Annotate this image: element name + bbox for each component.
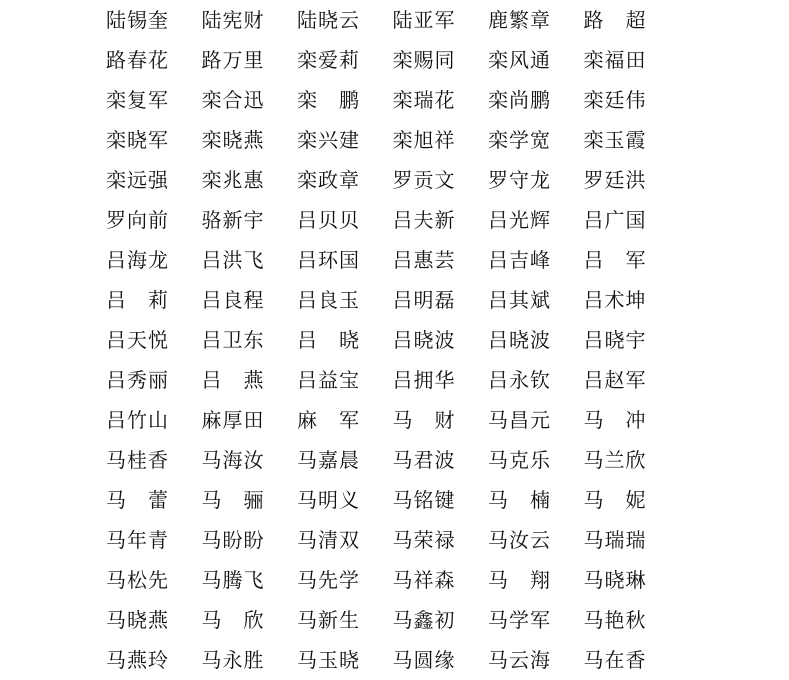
name-entry: 路万里 bbox=[201, 48, 265, 72]
name-entry: 马 财 bbox=[392, 408, 456, 432]
name-entry: 吕永钦 bbox=[488, 368, 551, 392]
name-entry: 栾晓军 bbox=[106, 128, 169, 152]
name-entry: 吕良玉 bbox=[297, 288, 360, 312]
name-entry: 马海汝 bbox=[201, 448, 265, 472]
name-entry: 马新生 bbox=[297, 608, 360, 632]
name-entry: 吕天悦 bbox=[106, 328, 169, 352]
name-entry: 马 骊 bbox=[201, 488, 265, 512]
name-row bbox=[106, 120, 706, 160]
name-entry: 栾风通 bbox=[488, 48, 551, 72]
name-entry: 吕夫新 bbox=[392, 208, 456, 232]
name-entry: 马晓燕 bbox=[106, 608, 169, 632]
name-entry: 吕明磊 bbox=[392, 288, 456, 312]
name-entry: 吕秀丽 bbox=[106, 368, 169, 392]
name-row bbox=[106, 400, 706, 440]
name-entry: 吕其斌 bbox=[488, 288, 551, 312]
name-entry: 鹿繁章 bbox=[488, 8, 551, 32]
name-entry: 马荣禄 bbox=[392, 528, 456, 552]
name-entry: 马盼盼 bbox=[201, 528, 265, 552]
name-entry: 吕贝贝 bbox=[297, 208, 360, 232]
name-entry: 马 蕾 bbox=[106, 488, 169, 512]
name-entry: 吕 军 bbox=[583, 248, 647, 272]
name-entry: 马克乐 bbox=[488, 448, 551, 472]
name-entry: 吕卫东 bbox=[201, 328, 265, 352]
name-entry: 马桂香 bbox=[106, 448, 169, 472]
name-entry: 马松先 bbox=[106, 568, 169, 592]
name-entry: 吕晓宇 bbox=[583, 328, 647, 352]
name-entry: 吕海龙 bbox=[106, 248, 169, 272]
name-entry: 吕广国 bbox=[583, 208, 647, 232]
name-entry: 吕良程 bbox=[201, 288, 265, 312]
name-entry: 马 楠 bbox=[488, 488, 551, 512]
name-entry: 栾玉霞 bbox=[583, 128, 647, 152]
name-entry: 栾旭祥 bbox=[392, 128, 456, 152]
name-entry: 麻厚田 bbox=[201, 408, 265, 432]
name-entry: 吕赵军 bbox=[583, 368, 647, 392]
name-entry: 马永胜 bbox=[201, 648, 265, 672]
name-entry: 吕术坤 bbox=[583, 288, 647, 312]
name-entry: 马先学 bbox=[297, 568, 360, 592]
name-entry: 马 翔 bbox=[488, 568, 551, 592]
name-row bbox=[106, 360, 706, 400]
name-entry: 马 妮 bbox=[583, 488, 647, 512]
name-entry: 马腾飞 bbox=[201, 568, 265, 592]
name-entry: 吕竹山 bbox=[106, 408, 169, 432]
name-entry: 栾福田 bbox=[583, 48, 647, 72]
name-row bbox=[106, 0, 706, 40]
name-entry: 吕惠芸 bbox=[392, 248, 456, 272]
name-entry: 栾复军 bbox=[106, 88, 169, 112]
name-entry: 马清双 bbox=[297, 528, 360, 552]
name-entry: 马兰欣 bbox=[583, 448, 647, 472]
name-entry: 栾瑞花 bbox=[392, 88, 456, 112]
name-entry: 马晓琳 bbox=[583, 568, 647, 592]
name-entry: 马燕玲 bbox=[106, 648, 169, 672]
name-entry: 马嘉晨 bbox=[297, 448, 360, 472]
name-entry: 马玉晓 bbox=[297, 648, 360, 672]
name-entry: 路 超 bbox=[583, 8, 647, 32]
name-list-grid bbox=[106, 0, 706, 680]
name-entry: 马祥森 bbox=[392, 568, 456, 592]
name-entry: 麻 军 bbox=[297, 408, 360, 432]
name-entry: 马年青 bbox=[106, 528, 169, 552]
name-entry: 马 冲 bbox=[583, 408, 647, 432]
name-entry: 吕环国 bbox=[297, 248, 360, 272]
name-entry: 马在香 bbox=[583, 648, 647, 672]
name-entry: 罗廷洪 bbox=[583, 168, 647, 192]
name-entry: 陆锡奎 bbox=[106, 8, 169, 32]
name-entry: 栾晓燕 bbox=[201, 128, 265, 152]
name-entry: 马云海 bbox=[488, 648, 551, 672]
name-entry: 栾爱莉 bbox=[297, 48, 360, 72]
name-entry: 栾兴建 bbox=[297, 128, 360, 152]
name-entry: 罗向前 bbox=[106, 208, 169, 232]
name-entry: 路春花 bbox=[106, 48, 169, 72]
name-row bbox=[106, 320, 706, 360]
name-row bbox=[106, 200, 706, 240]
name-entry: 吕 莉 bbox=[106, 288, 169, 312]
name-entry: 栾远强 bbox=[106, 168, 169, 192]
name-entry: 栾 鹏 bbox=[297, 88, 360, 112]
name-entry: 罗守龙 bbox=[488, 168, 551, 192]
name-row bbox=[106, 520, 706, 560]
name-entry: 栾兆惠 bbox=[201, 168, 265, 192]
name-entry: 栾赐同 bbox=[392, 48, 456, 72]
name-row bbox=[106, 240, 706, 280]
name-row bbox=[106, 640, 706, 680]
name-entry: 栾政章 bbox=[297, 168, 360, 192]
name-entry: 马瑞瑞 bbox=[583, 528, 647, 552]
name-row bbox=[106, 280, 706, 320]
name-row bbox=[106, 40, 706, 80]
name-entry: 马圆缘 bbox=[392, 648, 456, 672]
name-entry: 吕吉峰 bbox=[488, 248, 551, 272]
name-entry: 栾合迅 bbox=[201, 88, 265, 112]
name-entry: 吕晓波 bbox=[392, 328, 456, 352]
name-entry: 陆亚军 bbox=[392, 8, 456, 32]
name-entry: 吕 晓 bbox=[297, 328, 360, 352]
name-entry: 栾学宽 bbox=[488, 128, 551, 152]
name-entry: 罗贡文 bbox=[392, 168, 456, 192]
name-row bbox=[106, 80, 706, 120]
name-row bbox=[106, 560, 706, 600]
name-entry: 吕益宝 bbox=[297, 368, 360, 392]
name-entry: 吕拥华 bbox=[392, 368, 456, 392]
name-row bbox=[106, 600, 706, 640]
name-entry: 陆晓云 bbox=[297, 8, 360, 32]
name-entry: 吕光辉 bbox=[488, 208, 551, 232]
name-entry: 栾尚鹏 bbox=[488, 88, 551, 112]
name-entry: 马艳秋 bbox=[583, 608, 647, 632]
name-row bbox=[106, 440, 706, 480]
name-row bbox=[106, 160, 706, 200]
name-entry: 马明义 bbox=[297, 488, 360, 512]
name-entry: 马学军 bbox=[488, 608, 551, 632]
name-entry: 马昌元 bbox=[488, 408, 551, 432]
name-entry: 吕晓波 bbox=[488, 328, 551, 352]
name-entry: 马汝云 bbox=[488, 528, 551, 552]
name-entry: 栾廷伟 bbox=[583, 88, 647, 112]
name-entry: 吕 燕 bbox=[201, 368, 265, 392]
name-entry: 陆宪财 bbox=[201, 8, 265, 32]
name-entry: 骆新宇 bbox=[201, 208, 265, 232]
name-entry: 马鑫初 bbox=[392, 608, 456, 632]
name-entry: 马 欣 bbox=[201, 608, 265, 632]
name-entry: 马铭键 bbox=[392, 488, 456, 512]
name-entry: 吕洪飞 bbox=[201, 248, 265, 272]
name-entry: 马君波 bbox=[392, 448, 456, 472]
name-row bbox=[106, 480, 706, 520]
